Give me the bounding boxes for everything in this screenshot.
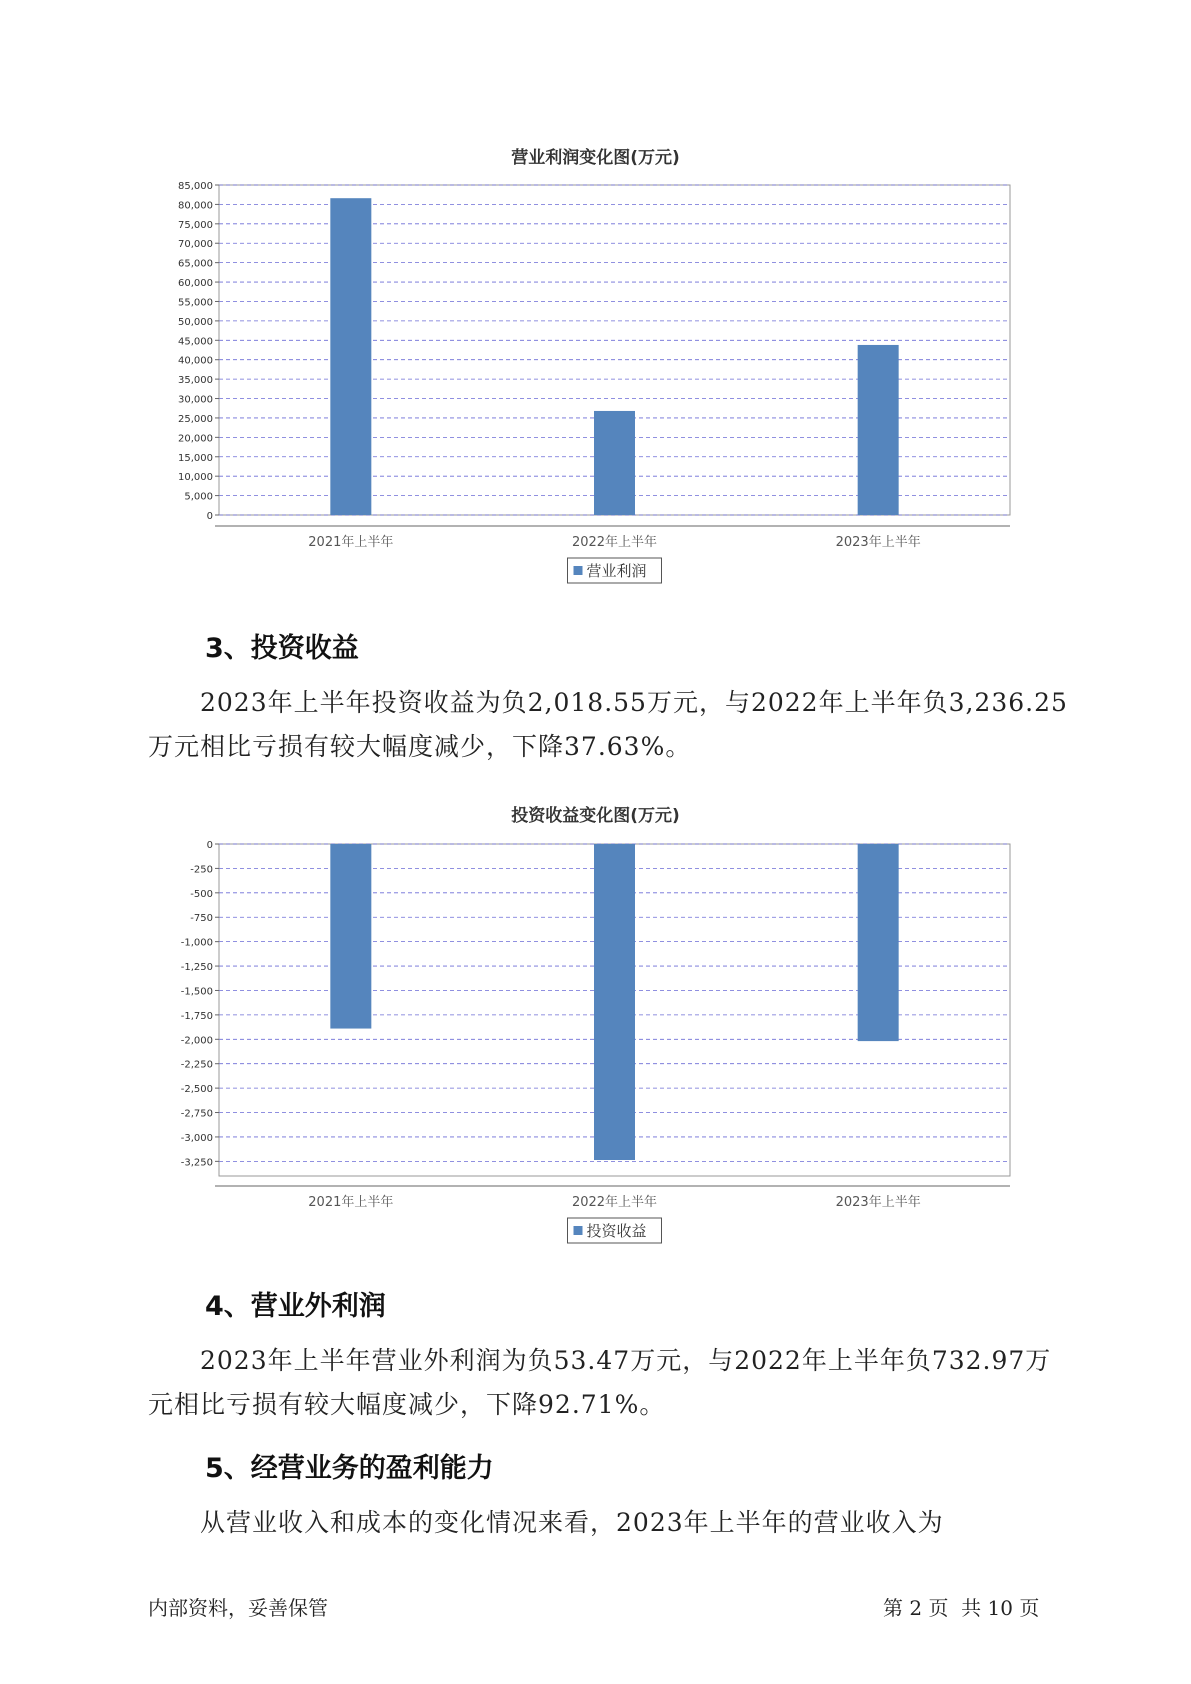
y-tick-label: 65,000: [178, 258, 213, 270]
legend-label: 投资收益: [586, 1222, 647, 1240]
y-tick-label: -3,000: [180, 1132, 213, 1144]
y-tick-label: -3,250: [180, 1157, 213, 1169]
y-tick-label: 0: [206, 511, 213, 522]
y-tick-label: 55,000: [178, 297, 213, 309]
y-tick-label: 80,000: [178, 200, 213, 212]
section4-paragraph: [148, 1339, 1078, 1427]
x-tick-label: 2021年上半年: [308, 1195, 394, 1210]
section3-line1: 2023年上半年投资收益为负2,018.55万元，与2022年上半年负3,236.25: [200, 688, 1068, 717]
y-tick-label: 30,000: [178, 394, 213, 406]
y-tick-label: -2,750: [180, 1108, 213, 1120]
y-tick-label: 10,000: [178, 472, 213, 484]
y-tick-label: -250: [190, 864, 213, 876]
y-tick-label: -500: [190, 888, 213, 900]
y-tick-label: 40,000: [178, 355, 213, 367]
y-tick-label: -1,000: [180, 937, 213, 949]
y-tick-label: 70,000: [178, 239, 213, 251]
y-tick-label: 0: [206, 840, 213, 851]
bar: [858, 844, 899, 1041]
y-tick-label: 50,000: [178, 316, 213, 328]
x-tick-label: 2022年上半年: [571, 535, 658, 550]
y-tick-label: 75,000: [178, 219, 213, 231]
y-tick-label: 35,000: [178, 375, 213, 387]
legend-label: 营业利润: [586, 562, 647, 580]
section5-line1: 从营业收入和成本的变化情况来看，2023年上半年的营业收入为: [200, 1508, 944, 1537]
x-tick-label: 2022年上半年: [571, 1195, 658, 1210]
x-tick-label: 2021年上半年: [308, 535, 394, 550]
section4-heading: 4、营业外利润: [205, 1291, 386, 1322]
section5-paragraph: [148, 1501, 1078, 1545]
y-tick-label: -2,250: [180, 1059, 213, 1071]
section3-line2: 万元相比亏损有较大幅度减少，下降37.63%。: [148, 732, 692, 761]
bar: [330, 844, 371, 1029]
y-tick-label: -2,000: [180, 1035, 213, 1047]
y-tick-label: 45,000: [178, 336, 213, 348]
y-tick-label: 60,000: [178, 278, 213, 290]
y-tick-label: 85,000: [178, 181, 213, 192]
footer-left: 内部资料，妥善保管: [148, 1596, 328, 1620]
y-tick-label: 25,000: [178, 413, 213, 425]
section4-line1: 2023年上半年营业外利润为负53.47万元，与2022年上半年负732.97万: [200, 1346, 1052, 1375]
y-tick-label: -1,250: [180, 962, 213, 974]
y-tick-label: 5,000: [184, 491, 213, 503]
section5-heading: 5、经营业务的盈利能力: [205, 1453, 494, 1484]
chart2-title: 投资收益变化图(万元): [511, 806, 680, 826]
footer-page-number: 第 2 页 共 10 页: [883, 1596, 1040, 1620]
chart1-title: 营业利润变化图(万元): [511, 148, 680, 168]
y-tick-label: -1,500: [180, 986, 213, 998]
x-tick-label: 2023年上半年: [835, 535, 921, 550]
section3-heading: 3、投资收益: [205, 633, 359, 664]
y-tick-label: 15,000: [178, 452, 213, 464]
y-tick-label: -750: [190, 913, 213, 925]
legend-swatch: [574, 1226, 583, 1235]
y-tick-label: -1,750: [180, 1010, 213, 1022]
bar: [594, 844, 635, 1160]
x-tick-label: 2023年上半年: [835, 1195, 921, 1210]
y-tick-label: 20,000: [178, 433, 213, 445]
y-tick-label: -2,500: [180, 1084, 213, 1096]
section4-line2: 元相比亏损有较大幅度减少，下降92.71%。: [148, 1390, 666, 1419]
